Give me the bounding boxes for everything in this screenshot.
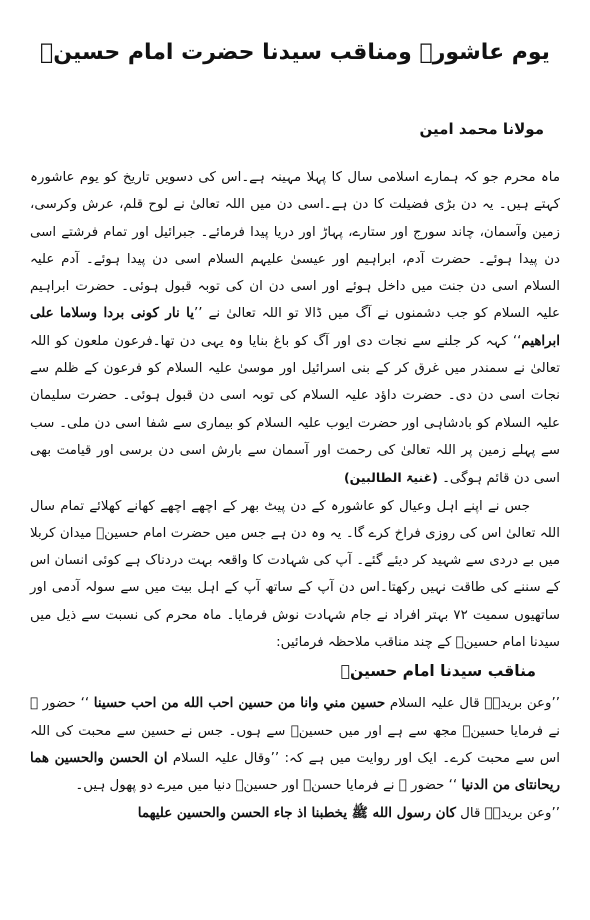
hadith-arabic-text-3: كان رسول الله ﷺ يخطبنا اذ جاء الحسن والحسين عليهما (137, 804, 456, 821)
hadith-block-2 (30, 800, 560, 827)
hadith-translation-2: ‘‘ حضور ﷺ نے فرمایا حسنؓ اور حسینؓ دنیا میں میرے دو پھول ہیں۔ (75, 778, 458, 794)
hadith-narration-open: ’’وعن بریدۃؓ قال علیہ السلام (385, 696, 560, 712)
quran-quote: یا نار کونی بردا وسلاما علی ابراهیم (30, 305, 560, 349)
author-name: مولانا محمد امین (419, 120, 544, 138)
paragraph-karbala: جس نے اپنے اہل وعیال کو عاشورہ کے دن پیٹ بھر کے اچھے اچھے کھانے کھلائے تمام سال اللہ تعالیٰ اس کی روزی فراخ کرے گا۔ یہ وہ دن ہے جس میں حضرت امام حسینؓ میدان کربلا میں بے دردی سے شہید کر دیئے گئے۔ آپ کی شہادت کا واقعہ بہت دردناک ہے کوئی انسان اس کے سننے کی طاقت نہیں رکھتا۔اس دن آپ کے ساتھ آپ کے اہل بیت میں سے سولہ آدمی اور ساتھیوں سمیت ۷۲ بہتر افراد نے جام شہادت نوش فرمایا۔ ماہ محرم کی نسبت سے ذیل میں سیدنا امام حسینؓ کے چند مناقب ملاحظہ فرمائیں: (30, 498, 560, 651)
hadith-arabic-text: حسين مني وانا من حسين احب الله من احب حسينا (93, 695, 386, 712)
source-citation: (غنیۃ الطالبین) (343, 470, 438, 486)
hadith-translation: حضور ﷺ نے فرمایا حسینؓ مجھ سے ہے اور میں حسینؓ سے ہوں۔ جس نے حسین سے محبت کی اللہ اس سے محبت کرے۔ ایک اور روایت میں ہے کہ: ’’وقال علیہ السلام (30, 696, 560, 766)
paragraph-ashura-virtues (30, 164, 560, 493)
paragraph-text-continued: ‘‘ کہہ کر جلنے سے نجات دی اور آگ کو باغ بنایا وہ یہی دن تھا۔فرعون ملعون کو اللہ تعالیٰ نے سمندر میں غرق کر کے بنی اسرائیل اور موسیٰ علیہ السلام کو فرعون کے ظلم سے نجات اسی دن دی۔ حضرت داؤد علیہ السلام کی توبہ اسی دن قبول ہوئی۔ حضرت سلیمان علیہ السلام کو بادشاہی اور حضرت ایوب علیہ السلام کو بیماری سے شفا اسی دن ملی۔ سب سے پہلے زمین پر اللہ تعالیٰ کی رحمت اور آسمان سے بارش اسی دن برسی اور قیامت بھی اسی دن قائم ہوگی۔ (30, 333, 560, 487)
hadith-narration-close: ‘‘ (80, 696, 94, 712)
hadith-narration-open-3: ’’وعن بریدۃؓ قال (455, 805, 560, 821)
article-title: یوم عاشورہ ومناقب سیدنا حضرت امام حسینؓ (40, 40, 550, 65)
paragraph-text: ماہ محرم جو کہ ہمارے اسلامی سال کا پہلا مہینہ ہے۔اس کی دسویں تاریخ کو یوم عاشورہ کہتے ہیں۔ یہ دن بڑی فضیلت کا دن ہے۔اسی دن میں اللہ تعالیٰ نے لوح قلم، عرش وکرسی، زمین وآسمان، چاند سورج اور ستارے، پہاڑ اور دریا پیدا فرمائے۔ جبرائیل اور تمام فرشتے اسی دن پیدا ہوئے۔ حضرت آدم، ابراہیم اور عیسیٰ علیہم السلام اسی دن پیدا ہوئے۔ آدم علیہ السلام اسی دن جنت میں داخل ہوئے اور اسی دن ان کی توبہ قبول ہوئی۔ حضرت ابراہیم علیہ السلام کو جب دشمنوں نے آگ میں ڈالا تو اللہ تعالیٰ نے ’’ (30, 170, 560, 322)
manaqib-heading: مناقب سیدنا امام حسینؓ (340, 662, 536, 681)
hadith-arabic-text-2: ان الحسن والحسين هما ريحانتای من الدنيا (30, 749, 560, 794)
hadith-block-1 (30, 690, 560, 799)
